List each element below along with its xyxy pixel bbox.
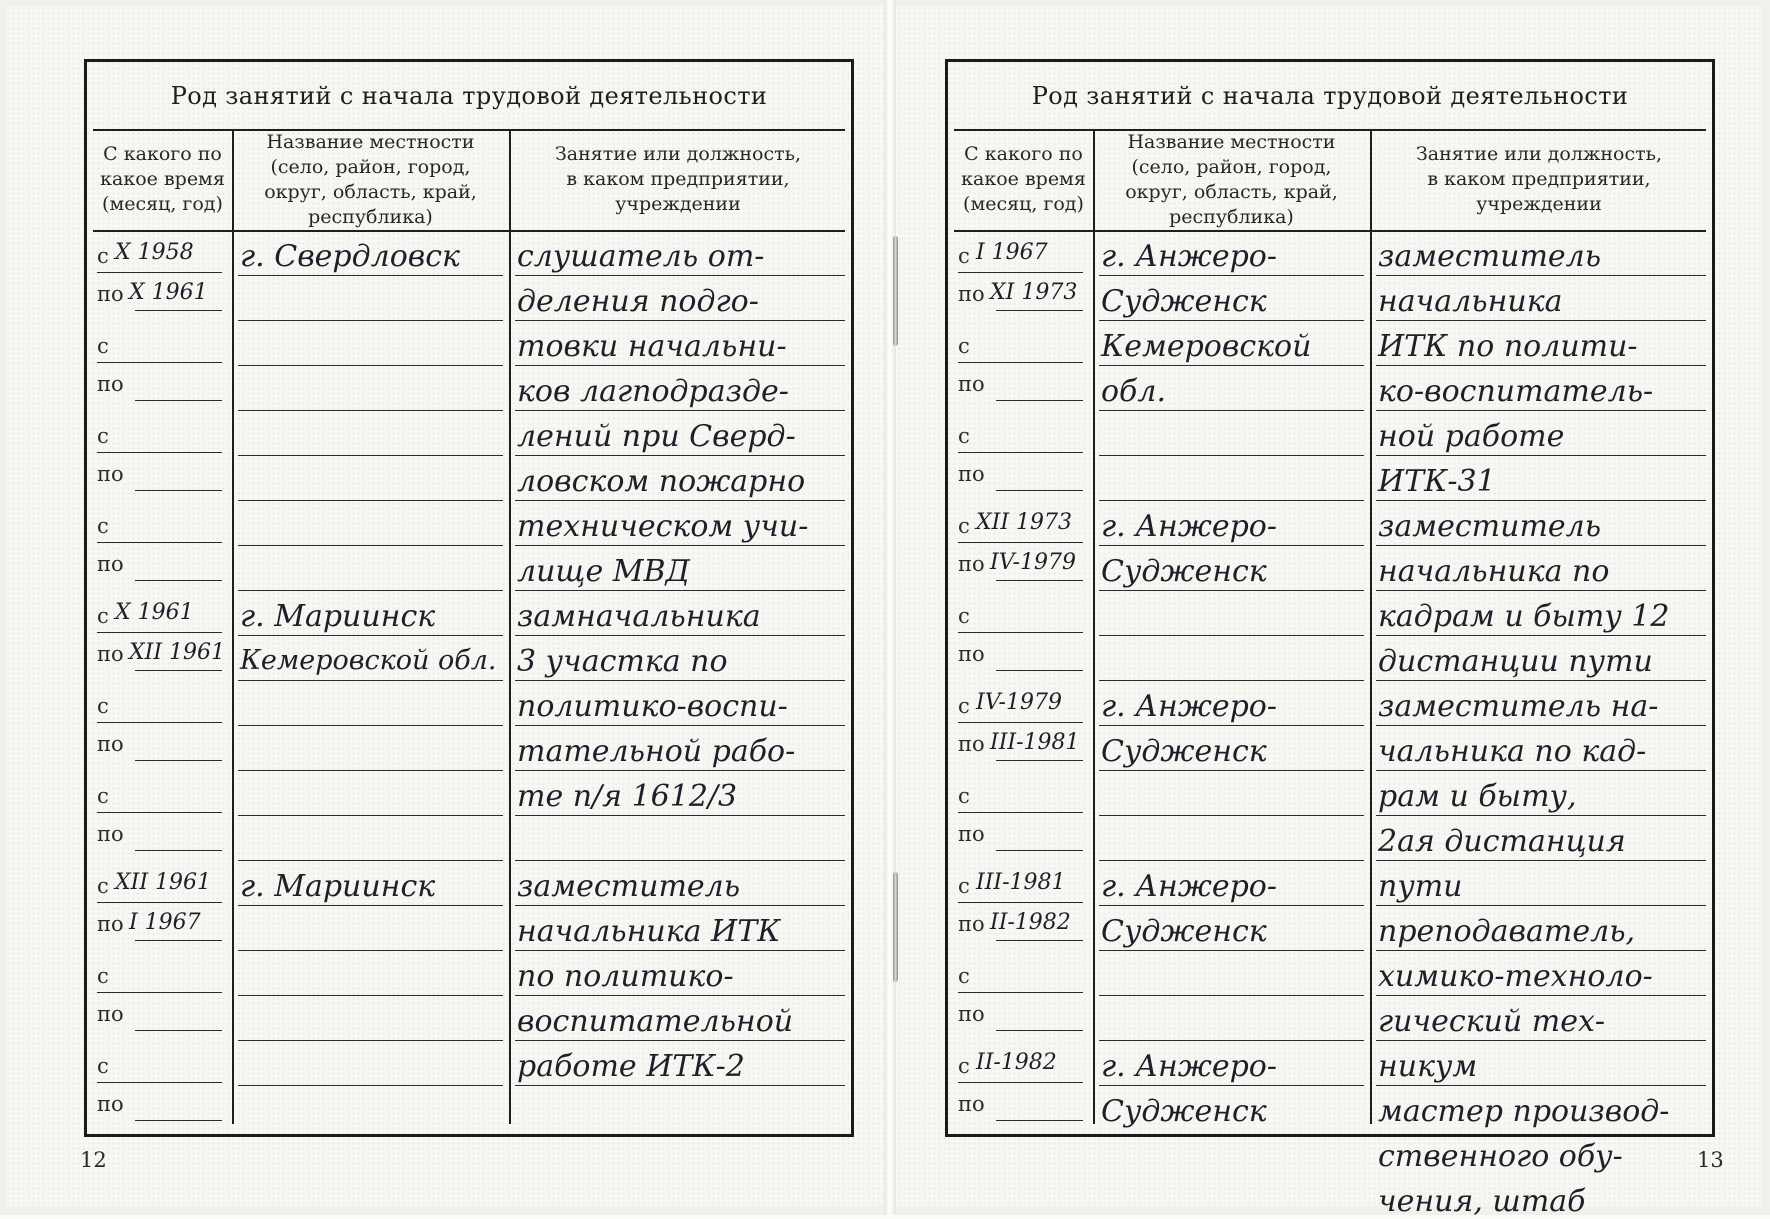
label-from: с xyxy=(97,964,109,988)
handwritten-place: г. Мариинск xyxy=(240,599,436,634)
period-line xyxy=(958,1082,1083,1083)
label-to: по xyxy=(958,822,985,846)
period-line xyxy=(135,310,222,311)
label-from: с xyxy=(958,964,970,988)
ruled-line xyxy=(1376,905,1706,906)
ruled-line xyxy=(515,770,845,771)
label-to: по xyxy=(958,732,985,756)
period-line xyxy=(135,940,222,941)
period-to: I 1967 xyxy=(129,910,201,935)
ruled-line xyxy=(1376,680,1706,681)
label-to: по xyxy=(97,1092,124,1116)
handwritten-position: мастер производ- xyxy=(1378,1094,1670,1129)
ruled-line xyxy=(515,950,845,951)
ruled-line xyxy=(1099,725,1364,726)
period-line xyxy=(996,1030,1083,1031)
label-to: по xyxy=(958,552,985,576)
ruled-line xyxy=(238,320,503,321)
ruled-line xyxy=(1376,545,1706,546)
period-line xyxy=(996,490,1083,491)
ruled-line xyxy=(515,815,845,816)
period-line xyxy=(996,850,1083,851)
handwritten-position: по политико- xyxy=(517,959,734,994)
label-to: по xyxy=(958,912,985,936)
ruled-line xyxy=(1099,770,1364,771)
label-from: с xyxy=(958,604,970,628)
handwritten-place: г. Анжеро- xyxy=(1101,689,1277,724)
period-line xyxy=(97,812,222,813)
ruled-line xyxy=(1099,320,1364,321)
ruled-line xyxy=(238,455,503,456)
ruled-line xyxy=(1099,1085,1364,1086)
label-to: по xyxy=(958,462,985,486)
handwritten-place: г. Анжеро- xyxy=(1101,239,1277,274)
ruled-line xyxy=(515,365,845,366)
ruled-line xyxy=(1099,365,1364,366)
handwritten-position: дистанции пути xyxy=(1378,644,1653,679)
handwritten-position: чальника по кад- xyxy=(1378,734,1647,769)
page-number-right: 13 xyxy=(1697,1148,1724,1172)
handwritten-position: заместитель xyxy=(1378,239,1602,274)
ruled-line xyxy=(1099,815,1364,816)
period-line xyxy=(958,452,1083,453)
ruled-line xyxy=(238,275,503,276)
period-from: X 1958 xyxy=(115,240,194,265)
handwritten-position: слушатель от- xyxy=(517,239,765,274)
handwritten-place: г. Анжеро- xyxy=(1101,509,1277,544)
handwritten-position: деления подго- xyxy=(517,284,759,319)
handwritten-position: ной работе xyxy=(1378,419,1565,454)
header-period: С какого по какое время (месяц, год) xyxy=(100,143,225,215)
ruled-line xyxy=(238,1085,503,1086)
staple-top xyxy=(893,236,898,346)
label-from: с xyxy=(97,874,109,898)
period-line xyxy=(97,272,222,273)
ruled-line xyxy=(515,1085,845,1086)
handwritten-position: замначальника xyxy=(517,599,761,634)
handwritten-place: Судженск xyxy=(1101,284,1267,319)
period-line xyxy=(97,362,222,363)
period-line xyxy=(135,850,222,851)
ruled-line xyxy=(1099,455,1364,456)
handwritten-position: пути xyxy=(1378,869,1463,904)
period-line xyxy=(996,940,1083,941)
header-divider xyxy=(93,230,845,232)
ruled-line xyxy=(1376,770,1706,771)
ruled-line xyxy=(1099,995,1364,996)
label-from: с xyxy=(97,1054,109,1078)
ruled-line xyxy=(1099,680,1364,681)
handwritten-position: ИТК по полити- xyxy=(1378,329,1638,364)
header-position: Занятие или должность, в каком предприятии, учреждении xyxy=(554,143,802,215)
ruled-line xyxy=(1376,455,1706,456)
label-to: по xyxy=(958,1092,985,1116)
page-title: Род занятий с начала трудовой деятельности xyxy=(1031,82,1629,110)
handwritten-place: Кемеровской xyxy=(1101,329,1312,364)
ruled-line xyxy=(515,995,845,996)
page-number-left: 12 xyxy=(80,1148,107,1172)
label-to: по xyxy=(97,552,124,576)
ruled-line xyxy=(515,860,845,861)
period-line xyxy=(996,580,1083,581)
handwritten-position: чения, штаб xyxy=(1378,1184,1586,1219)
ruled-line xyxy=(238,725,503,726)
period-line xyxy=(996,670,1083,671)
ruled-line xyxy=(1376,320,1706,321)
period-line xyxy=(97,632,222,633)
period-line xyxy=(958,272,1083,273)
period-from: XII 1973 xyxy=(976,510,1073,535)
period-line xyxy=(135,400,222,401)
label-to: по xyxy=(958,282,985,306)
header-period: С какого по какое время (месяц, год) xyxy=(961,143,1086,215)
ruled-line xyxy=(515,545,845,546)
handwritten-place: г. Анжеро- xyxy=(1101,869,1277,904)
ruled-line xyxy=(515,410,845,411)
ruled-line xyxy=(515,680,845,681)
handwritten-place: Судженск xyxy=(1101,554,1267,589)
period-line xyxy=(97,902,222,903)
ruled-line xyxy=(515,320,845,321)
ruled-line xyxy=(1376,860,1706,861)
label-from: с xyxy=(958,874,970,898)
label-from: с xyxy=(97,244,109,268)
handwritten-position: работе ИТК-2 xyxy=(517,1049,745,1084)
period-line xyxy=(97,722,222,723)
ruled-line xyxy=(1099,545,1364,546)
period-line xyxy=(958,812,1083,813)
period-line xyxy=(97,992,222,993)
handwritten-position: 2ая дистанция xyxy=(1378,824,1626,859)
ruled-line xyxy=(515,725,845,726)
label-from: с xyxy=(958,334,970,358)
handwritten-position: ственного обу- xyxy=(1378,1139,1623,1174)
ruled-line xyxy=(1099,500,1364,501)
ruled-line xyxy=(238,905,503,906)
handwritten-place: г. Анжеро- xyxy=(1101,1049,1277,1084)
left-page-frame xyxy=(84,59,854,1137)
column-divider xyxy=(232,131,234,1124)
handwritten-place: Кемеровской обл. xyxy=(240,645,497,676)
ruled-line xyxy=(238,950,503,951)
ruled-line xyxy=(238,1040,503,1041)
label-to: по xyxy=(97,912,124,936)
handwritten-place: обл. xyxy=(1101,374,1167,409)
handwritten-position: гический тех- xyxy=(1378,1004,1606,1039)
handwritten-place: Судженск xyxy=(1101,1094,1267,1129)
period-line xyxy=(996,400,1083,401)
period-to: XII 1961 xyxy=(129,640,226,665)
period-line xyxy=(97,452,222,453)
ruled-line xyxy=(515,590,845,591)
handwritten-position: ИТК-31 xyxy=(1378,464,1496,499)
ruled-line xyxy=(1376,725,1706,726)
period-line xyxy=(97,1082,222,1083)
ruled-line xyxy=(238,410,503,411)
page-title: Род занятий с начала трудовой деятельности xyxy=(170,82,768,110)
period-line xyxy=(97,542,222,543)
ruled-line xyxy=(515,275,845,276)
handwritten-position: лище МВД xyxy=(517,554,690,589)
label-from: с xyxy=(97,694,109,718)
label-from: с xyxy=(97,784,109,808)
handwritten-position: начальника ИТК xyxy=(517,914,781,949)
period-to: III-1981 xyxy=(990,730,1080,755)
period-line xyxy=(135,1030,222,1031)
header-position: Занятие или должность, в каком предприятии, учреждении xyxy=(1415,143,1663,215)
ruled-line xyxy=(1099,905,1364,906)
period-line xyxy=(958,632,1083,633)
ruled-line xyxy=(1376,1040,1706,1041)
label-to: по xyxy=(97,822,124,846)
label-to: по xyxy=(97,282,124,306)
period-line xyxy=(135,580,222,581)
handwritten-place: Судженск xyxy=(1101,734,1267,769)
handwritten-position: заместитель xyxy=(517,869,741,904)
handwritten-position: начальника по xyxy=(1378,554,1610,589)
label-from: с xyxy=(958,1054,970,1078)
ruled-line xyxy=(238,995,503,996)
label-to: по xyxy=(97,462,124,486)
ruled-line xyxy=(238,545,503,546)
handwritten-position: ков лагподразде- xyxy=(517,374,789,409)
period-to: XI 1973 xyxy=(990,280,1078,305)
period-line xyxy=(958,542,1083,543)
label-from: с xyxy=(958,694,970,718)
column-divider xyxy=(1370,131,1372,1124)
column-divider xyxy=(1093,131,1095,1124)
handwritten-position: товки начальни- xyxy=(517,329,787,364)
period-line xyxy=(135,760,222,761)
header-place: Название местности (село, район, город, округ, область, край, республика) xyxy=(1125,130,1338,228)
ruled-line xyxy=(1099,1040,1364,1041)
ruled-line xyxy=(238,500,503,501)
book-spine xyxy=(884,0,896,1215)
label-from: с xyxy=(958,514,970,538)
label-to: по xyxy=(97,1002,124,1026)
ruled-line xyxy=(1376,410,1706,411)
label-from: с xyxy=(97,604,109,628)
label-from: с xyxy=(97,514,109,538)
ruled-line xyxy=(1099,590,1364,591)
handwritten-position: те п/я 1612/3 xyxy=(517,779,738,814)
handwritten-position: ко-воспитатель- xyxy=(1378,374,1654,409)
period-from: X 1961 xyxy=(115,600,194,625)
ruled-line xyxy=(1376,365,1706,366)
staple-bottom xyxy=(893,872,898,982)
period-line xyxy=(135,1120,222,1121)
period-line xyxy=(996,1120,1083,1121)
handwritten-position: лений при Сверд- xyxy=(517,419,796,454)
label-to: по xyxy=(97,642,124,666)
period-from: III-1981 xyxy=(976,870,1066,895)
handwritten-position: воспитательной xyxy=(517,1004,794,1039)
ruled-line xyxy=(1376,950,1706,951)
period-to: II-1982 xyxy=(990,910,1071,935)
handwritten-position: заместитель xyxy=(1378,509,1602,544)
column-divider xyxy=(509,131,511,1124)
handwritten-place: г. Свердловск xyxy=(240,239,460,274)
handwritten-position: преподаватель, xyxy=(1378,914,1636,949)
ruled-line xyxy=(238,365,503,366)
label-to: по xyxy=(958,1002,985,1026)
period-from: I 1967 xyxy=(976,240,1048,265)
header-divider xyxy=(954,230,1706,232)
label-to: по xyxy=(958,372,985,396)
ruled-line xyxy=(1099,860,1364,861)
header-place: Название местности (село, район, город, округ, область, край, республика) xyxy=(264,130,477,228)
handwritten-place: Судженск xyxy=(1101,914,1267,949)
label-from: с xyxy=(958,784,970,808)
handwritten-place: г. Мариинск xyxy=(240,869,436,904)
label-to: по xyxy=(958,642,985,666)
period-line xyxy=(135,670,222,671)
ruled-line xyxy=(1376,815,1706,816)
ruled-line xyxy=(515,1040,845,1041)
handwritten-position: техническом учи- xyxy=(517,509,809,544)
ruled-line xyxy=(1376,995,1706,996)
label-from: с xyxy=(958,244,970,268)
ruled-line xyxy=(1376,275,1706,276)
period-line xyxy=(958,722,1083,723)
period-line xyxy=(135,490,222,491)
handwritten-position: политико-воспи- xyxy=(517,689,788,724)
period-to: IV-1979 xyxy=(990,550,1076,575)
label-to: по xyxy=(97,732,124,756)
period-from: XII 1961 xyxy=(115,870,212,895)
ruled-line xyxy=(515,905,845,906)
period-to: X 1961 xyxy=(129,280,208,305)
ruled-line xyxy=(515,455,845,456)
ruled-line xyxy=(515,635,845,636)
period-line xyxy=(996,760,1083,761)
handwritten-position: кадрам и быту 12 xyxy=(1378,599,1670,634)
ruled-line xyxy=(1099,275,1364,276)
handwritten-position: тательной рабо- xyxy=(517,734,796,769)
period-line xyxy=(958,362,1083,363)
handwritten-position: начальника xyxy=(1378,284,1563,319)
ruled-line xyxy=(1376,500,1706,501)
handwritten-position: химико-техноло- xyxy=(1378,959,1653,994)
ruled-line xyxy=(238,680,503,681)
period-line xyxy=(996,310,1083,311)
ruled-line xyxy=(1099,950,1364,951)
handwritten-position: 3 участка по xyxy=(517,644,728,679)
handwritten-position: заместитель на- xyxy=(1378,689,1659,724)
label-to: по xyxy=(97,372,124,396)
ruled-line xyxy=(238,770,503,771)
ruled-line xyxy=(1099,635,1364,636)
period-line xyxy=(958,992,1083,993)
ruled-line xyxy=(238,590,503,591)
ruled-line xyxy=(515,500,845,501)
label-from: с xyxy=(97,334,109,358)
period-from: IV-1979 xyxy=(976,690,1062,715)
label-from: с xyxy=(97,424,109,448)
ruled-line xyxy=(1376,635,1706,636)
period-from: II-1982 xyxy=(976,1050,1057,1075)
ruled-line xyxy=(238,815,503,816)
period-line xyxy=(958,902,1083,903)
ruled-line xyxy=(1376,1085,1706,1086)
handwritten-position: ловском пожарно xyxy=(517,464,806,499)
ruled-line xyxy=(238,635,503,636)
ruled-line xyxy=(1099,410,1364,411)
handwritten-position: никум xyxy=(1378,1049,1478,1084)
label-from: с xyxy=(958,424,970,448)
ruled-line xyxy=(238,860,503,861)
handwritten-position: рам и быту, xyxy=(1378,779,1577,814)
ruled-line xyxy=(1376,590,1706,591)
